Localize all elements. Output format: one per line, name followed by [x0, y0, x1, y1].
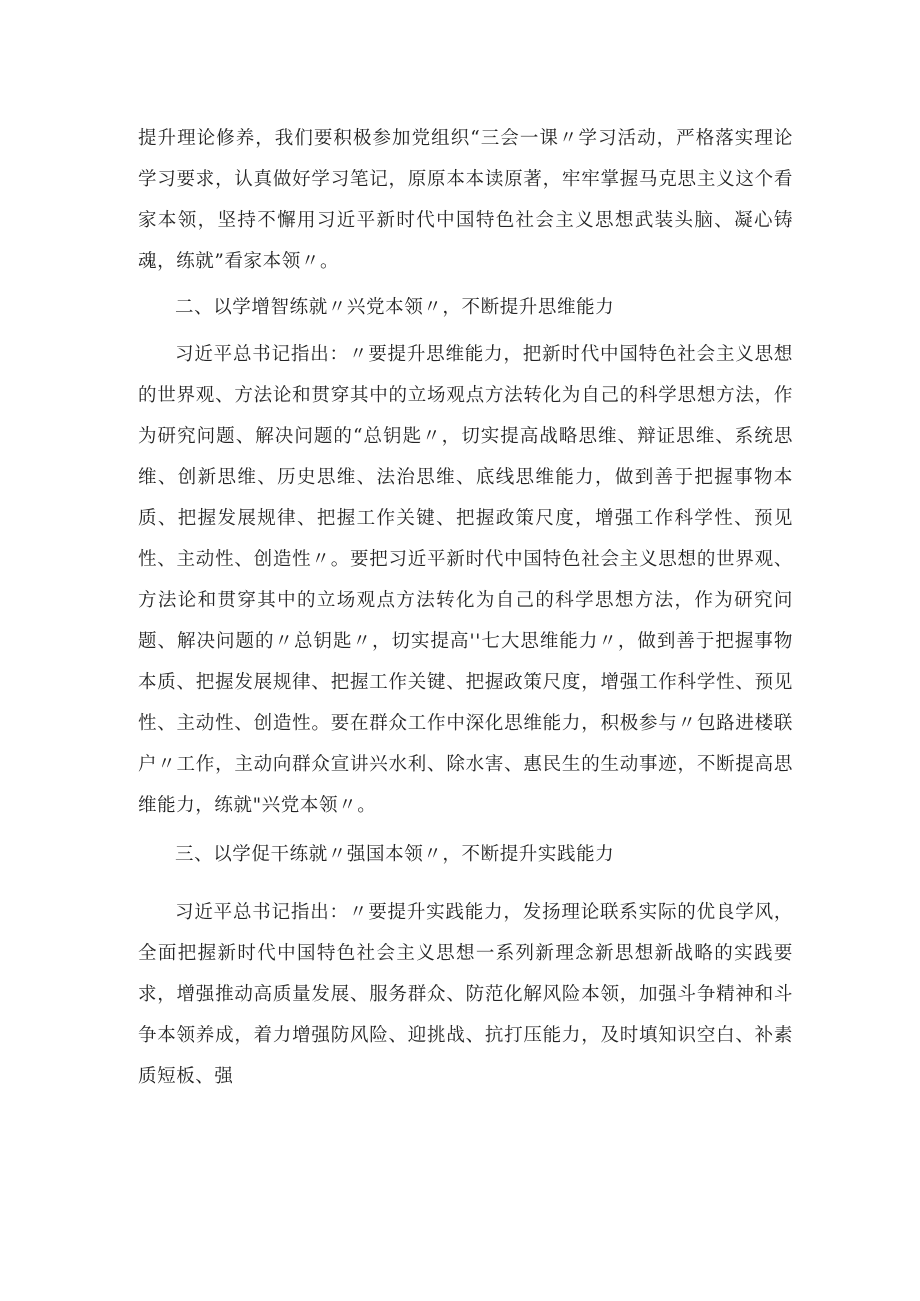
document-body [138, 118, 793, 1097]
section-heading-2: 二、以学增智练就〃兴党本领〃，不断提升思维能力 [175, 297, 615, 318]
section-heading-3: 三、以学促干练就〃强国本领〃，不断提升实践能力 [175, 844, 615, 865]
paragraph-continuation: 提升理论修养，我们要积极参加党组织“三会一课〃学习活动，严格落实理论学习要求，认真做好学习笔记，原原本本读原著，牢牢掌握马克思主义这个看家本领，坚持不懈用习近平新时代中国特色社会主义思想武装头脑、凝心铸魂，练就”看家本领〃。 [138, 128, 793, 272]
paragraph-thinking-ability: 习近平总书记指出：〃要提升思维能力，把新时代中国特色社会主义思想的世界观、方法论和贯穿其中的立场观点方法转化为自己的科学思想方法，作为研究问题、解决问题的“总钥匙〃，切实提高战略思维、辩证思维、系统思维、创新思维、历史思维、法治思维、底线思维能力，做到善于把握事物本质、把握发展规律、把握工作关键、把握政策尺度，增强工作科学性、预见性、主动性、创造性〃。要把习近平新时代中国特色社会主义思想的世界观、方法论和贯穿其中的立场观点方法转化为自己的科学思想方法，作为研究问题、解决问题的〃总钥匙〃，切实提高''七大思维能力〃，做到善于把握事物本质、把握发展规律、把握工作关键、把握政策尺度，增强工作科学性、预见性、主动性、创造性。要在群众工作中深化思维能力，积极参与〃包路进楼联户〃工作，主动向群众宣讲兴水利、除水害、惠民生的生动事迹，不断提高思维能力，练就"兴党本领〃。 [138, 344, 793, 816]
paragraph-practice-ability: 习近平总书记指出：〃要提升实践能力，发扬理论联系实际的优良学风，全面把握新时代中国特色社会主义思想一系列新理念新思想新战略的实践要求，增强推动高质量发展、服务群众、防范化解风险本领，加强斗争精神和斗争本领养成，着力增强防风险、迎挑战、抗打压能力，及时填知识空白、补素质短板、强 [138, 902, 793, 1087]
